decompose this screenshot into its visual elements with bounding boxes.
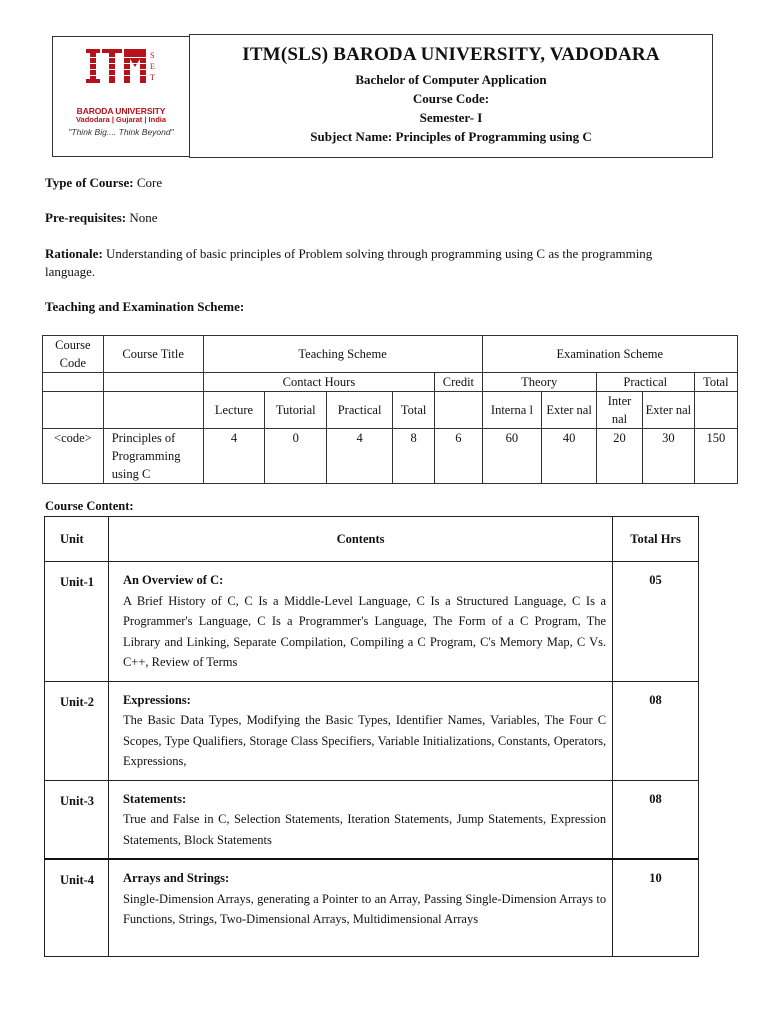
theory-external-cell: 40 (542, 429, 597, 484)
unit-contents (108, 859, 612, 956)
tutorial-cell: 0 (265, 429, 327, 484)
hdr-total: Total (694, 373, 737, 392)
type-label: Type of Course: (45, 175, 134, 190)
unit-title: Expressions: (122, 692, 191, 707)
unit-label: Unit-3 (45, 780, 109, 859)
blank-cell (43, 373, 104, 392)
hdr-lecture: Lecture (203, 392, 265, 429)
semester: Semester- I (419, 110, 483, 125)
unit-label: Unit-2 (45, 681, 109, 780)
unit-contents (108, 681, 612, 780)
practical-cell: 4 (327, 429, 393, 484)
hdr-practical: Practical (327, 392, 393, 429)
blank-cell (694, 392, 737, 429)
unit-label: Unit-1 (45, 562, 109, 682)
course-code-cell: <code> (43, 429, 104, 484)
logo-box (52, 36, 190, 157)
svg-text:E: E (150, 62, 155, 71)
blank-cell (103, 373, 203, 392)
total-hours-cell: 8 (393, 429, 435, 484)
hdr-teaching-scheme: Teaching Scheme (203, 336, 482, 373)
pre-requisites (45, 209, 158, 227)
rationale-value: Understanding of basic principles of Problem solving through programming using C as the programming language. (45, 246, 653, 279)
university-name: ITM(SLS) BARODA UNIVERSITY, VADODARA (242, 44, 660, 65)
course-title-cell: Principles of Programming using C (103, 429, 203, 484)
hdr-theory: Theory (482, 373, 596, 392)
unit-label: Unit-4 (45, 859, 109, 956)
hdr-credit: Credit (435, 373, 482, 392)
prac-external-cell: 30 (643, 429, 694, 484)
hdr-total-hours: Total (393, 392, 435, 429)
table-row (45, 859, 699, 956)
table-row (43, 429, 738, 484)
hdr-course-code: Course Code (43, 336, 104, 373)
subject-name: Subject Name: Principles of Programming using C (310, 129, 592, 144)
prac-internal-cell: 20 (596, 429, 642, 484)
unit-text: The Basic Data Types, Modifying the Basic Types, Identifier Names, Variables, The Four C Scopes, Type Qualifiers, Storage Class Specifiers, Variable Initializations, Constants, Operators, Expressions, (122, 713, 607, 768)
hdr-contents: Contents (108, 517, 612, 562)
course-content-heading: Course Content: (45, 499, 134, 513)
svg-text:S: S (150, 51, 155, 60)
unit-text: Single-Dimension Arrays, generating a Pointer to an Array, Passing Single-Dimension Arrays to Functions, Strings, Two-Dimensional Arrays, Multidimensional Arrays (122, 891, 607, 926)
svg-text:T: T (150, 73, 155, 82)
logo-tagline: "Think Big.... Think Beyond" (68, 127, 174, 137)
unit-text: A Brief History of C, C Is a Middle-Level Language, C Is a Structured Language, C Is a Programmer's Language, C Is a Programmer's Language, The Form of a C Program, The Library and Linking, Separate Compilation, Compiling a C Program, C's Memory Map, C Vs. C++, Review of Terms (122, 593, 607, 669)
unit-contents (108, 780, 612, 859)
unit-contents (108, 562, 612, 682)
logo-line1: BARODA UNIVERSITY (76, 106, 166, 116)
unit-text: True and False in C, Selection Statements, Iteration Statements, Jump Statements, Expression Statements, Block Statements (122, 812, 607, 847)
unit-title: An Overview of C: (122, 573, 224, 587)
hdr-tutorial: Tutorial (265, 392, 327, 429)
itm-logo-icon (84, 49, 164, 83)
hdr-examination-scheme: Examination Scheme (482, 336, 737, 373)
rationale (45, 245, 685, 281)
blank-cell (43, 392, 104, 429)
type-of-course (45, 174, 162, 192)
table-row (45, 562, 699, 682)
unit-hours: 08 (613, 780, 699, 859)
blank-cell (103, 392, 203, 429)
unit-title: Statements: (122, 791, 187, 806)
prereq-label: Pre-requisites: (45, 210, 127, 225)
table-row (45, 681, 699, 780)
unit-hours: 10 (613, 859, 699, 956)
credit-cell: 6 (435, 429, 482, 484)
prereq-value: None (129, 210, 158, 225)
type-value: Core (136, 175, 163, 190)
course-content-table (44, 516, 699, 957)
rationale-label: Rationale: (45, 246, 103, 261)
course-code-label: Course Code: (412, 91, 490, 106)
unit-title: Arrays and Strings: (122, 871, 230, 885)
unit-hours: 05 (613, 562, 699, 682)
hdr-course-title: Course Title (103, 336, 203, 373)
scheme-heading: Teaching and Examination Scheme: (45, 299, 245, 314)
unit-hours: 08 (613, 681, 699, 780)
grand-total-cell: 150 (694, 429, 737, 484)
blank-cell (435, 392, 482, 429)
theory-internal-cell: 60 (482, 429, 542, 484)
hdr-prac-external: Exter nal (643, 392, 694, 429)
table-row (45, 780, 699, 859)
scheme-table (42, 335, 738, 484)
hdr-total-hrs: Total Hrs (613, 517, 699, 562)
logo-location: Vadodara | Gujarat | India (75, 115, 167, 124)
lecture-cell: 4 (203, 429, 265, 484)
hdr-prac-internal: Inter nal (596, 392, 642, 429)
hdr-theory-external: Exter nal (542, 392, 597, 429)
hdr-theory-internal: Interna l (482, 392, 542, 429)
hdr-practical-exam: Practical (596, 373, 694, 392)
hdr-contact-hours: Contact Hours (203, 373, 435, 392)
hdr-unit: Unit (45, 517, 109, 562)
program-name: Bachelor of Computer Application (355, 72, 547, 87)
header-title-box (189, 34, 713, 158)
